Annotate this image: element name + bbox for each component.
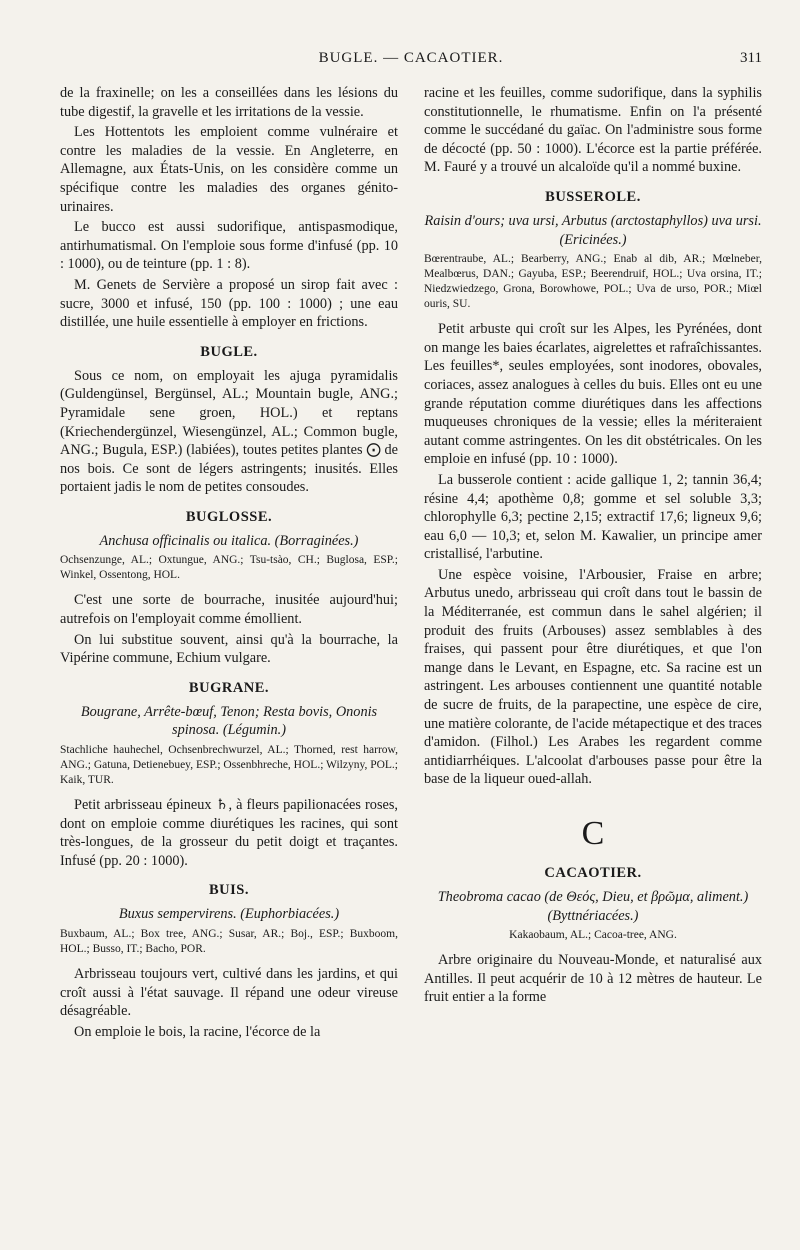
paragraph: Une espèce voisine, l'Arbousier, Fraise en arbre; Arbutus unedo, arbrisseau qui croît dans tout le bassin de la Méditerranée, est commun dans le sahel algérien; il produit des fruits (Arbouses) assez semblables à des fraises, qui passent pour être diurétiques, et que l'on mange dans le Levant, en Espagne, etc. Sa racine est un astringent. Les arbouses contiennent une quantité notable de sucre de fruits, de la parapectine, une espèce de cire, une matière colorante, de l'acide métapectique et des traces d'amidon. (Filhol.) Les Arabes les regardent comme antidiarrhéiques. L'alcoolat d'arbouses passe pour être la base de la liqueur oued-allah. <box>424 566 762 788</box>
synonyms: Stachliche hauhechel, Ochsenbrechwurzel, AL.; Thorned, rest harrow, ANG.; Gatuna, Detienebuey, ESP.; Ossenbhreche, HOL.; Wilzyny, POL.; Kaik, TUR. <box>60 744 398 787</box>
entry-heading-bugrane: BUGRANE. <box>188 679 270 696</box>
binomial-name: Theobroma cacao (de Θεός, Dieu, et βρῶμα, aliment.) (Byttnériacées.) <box>437 889 749 924</box>
paragraph: Le bucco est aussi sudorifique, antispasmodique, antirhumatismal. On l'emploie sous forme d'infusé (pp. 10 : 1000), ou de teinture (pp. 1 : 8). <box>60 219 398 273</box>
binomial-name: Buxus sempervirens. (Euphorbiacées.) <box>118 906 340 923</box>
synonyms: Kakaobaum, AL.; Cacoa-tree, ANG. <box>509 929 677 942</box>
synonyms: Buxbaum, AL.; Box tree, ANG.; Susar, AR.; Boj., ESP.; Buxboom, HOL.; Busso, IT.; Bacho, POR. <box>60 928 398 955</box>
paragraph: racine et les feuilles, comme sudorifique, dans la syphilis constitutionnelle, le rhumatisme. Enfin on l'a présenté comme le succédané du gaïac. On l'administre sous forme de décocté (pp. 50 : 1000). L'écorce est la partie préférée. M. Fauré y a trouvé un alcaloïde qu'il a nommé buxine. <box>424 85 762 176</box>
entry-heading-buis: BUIS. <box>209 882 249 899</box>
binomial-name: Anchusa officinalis ou italica. (Borraginées.) <box>99 532 359 549</box>
paragraph: M. Genets de Servière a proposé un sirop fait avec : sucre, 3000 et infusé, 150 (pp. 100 : 1000) ; une eau distillée, une huile essentielle à employer en frictions. <box>60 276 398 331</box>
paragraph: Les Hottentots les emploient comme vulnéraire et contre les maladies de la vessie. En Angleterre, en Allemagne, aux États-Unis, on les considère comme un spécifique contre les maladies des organes génito-urinaires. <box>60 124 398 215</box>
entry-heading-busserole: BUSSEROLE. <box>545 188 641 205</box>
synonyms: Bœrentraube, AL.; Bearberry, ANG.; Enab al dib, AR.; Mœlneber, Mealbœrus, DAN.; Gayuba, ESP.; Beerendruif, HOL.; Uva orsina, IT.; Niedzwiedzego, Grona, Borowhowe, POL.; Uva de urso, POR.; Miœl ouris, SU. <box>424 253 762 311</box>
paragraph: Petit arbrisseau épineux ♄, à fleurs papilionacées roses, dont on emploie comme diurétiques les racines, qui sont très-longues, de la grosseur du petit doigt et traçantes. Infusé (pp. 20 : 1000). <box>60 797 398 869</box>
left-column <box>60 84 398 1043</box>
paragraph: On emploie le bois, la racine, l'écorce de la <box>74 1023 321 1040</box>
binomial-name: Bougrane, Arrête-bœuf, Tenon; Resta bovis, Ononis spinosa. (Légumin.) <box>80 703 378 739</box>
paragraph: Arbre originaire du Nouveau-Monde, et naturalisé aux Antilles. Il peut acquérir de 10 à 12 mètres de hauteur. Le fruit entier a la forme <box>424 952 762 1006</box>
paragraph: Petit arbuste qui croît sur les Alpes, les Pyrénées, dont on mange les baies écarlates, aigrelettes et rafraîchissantes. Les feuilles*, seules employées, sont inodores, obovales, coriaces, assez analogues à celles du buis. Elles ont eu une grande réputation comme diurétiques dans les affections muqueuses chroniques de la vessie; elles la mériteraient autant comme astringentes. On les dit obstétricales. On les emploie en infusé (pp. 10 : 1000). <box>424 321 762 468</box>
synonyms: Ochsenzunge, AL.; Oxtungue, ANG.; Tsu-tsào, CH.; Buglosa, ESP.; Winkel, Ossentong, HOL. <box>60 554 398 582</box>
paragraph: de la fraxinelle; on les a conseillées dans les lésions du tube digestif, la gravelle et les irritations de la vessie. <box>60 85 398 120</box>
section-letter: C <box>581 815 605 852</box>
entry-heading-cacaotier: CACAOTIER. <box>544 865 642 881</box>
paragraph: Sous ce nom, on employait les ajuga pyramidalis (Guldengünsel, Bergünsel, AL.; Mountain bugle, ANG.; Pyramidale sene groen, HOL.) et reptans (Kriechendergünzel, Wiesengünzel, AL.; Common bugle, ANG.; Bugula, ESP.) (labiées), toutes petites plantes ⨀ de nos bois. Ce sont de légers astringents; inusités. Elles portaient jadis le nom de petites consoudes. <box>60 367 398 496</box>
text-columns <box>60 84 762 1043</box>
paragraph: Arbrisseau toujours vert, cultivé dans les jardins, et qui croît aussi à l'état sauvage. Il répand une odeur vireuse désagréable. <box>60 966 398 1020</box>
running-title: BUGLE. — CACAOTIER. <box>318 50 504 66</box>
binomial-name: Raisin d'ours; uva ursi, Arbutus (arctostaphyllos) uva ursi. (Ericinées.) <box>424 212 762 248</box>
running-head <box>60 50 762 72</box>
page-number: 311 <box>740 50 762 66</box>
paragraph: La busserole contient : acide gallique 1, 2; tannin 36,4; résine 4,4; apothème 0,8; gomme et sel soluble 3,3; chlorophylle 6,3; pectine 2,15; extractif 17,6; ligneux 9,6; eau 6,0 — 10,3; et, selon M. Kawalier, un principe amer cristallisé, l'arbutine. <box>424 471 762 563</box>
paragraph: C'est une sorte de bourrache, inusitée aujourd'hui; autrefois on l'employait comme émollient. <box>60 592 398 628</box>
entry-heading-buglosse: BUGLOSSE. <box>185 508 273 525</box>
entry-heading-bugle: BUGLE. <box>200 343 258 360</box>
paragraph: On lui substitue souvent, ainsi qu'à la bourrache, la Vipérine commune, Echium vulgare. <box>60 631 398 667</box>
right-column <box>424 84 762 1043</box>
